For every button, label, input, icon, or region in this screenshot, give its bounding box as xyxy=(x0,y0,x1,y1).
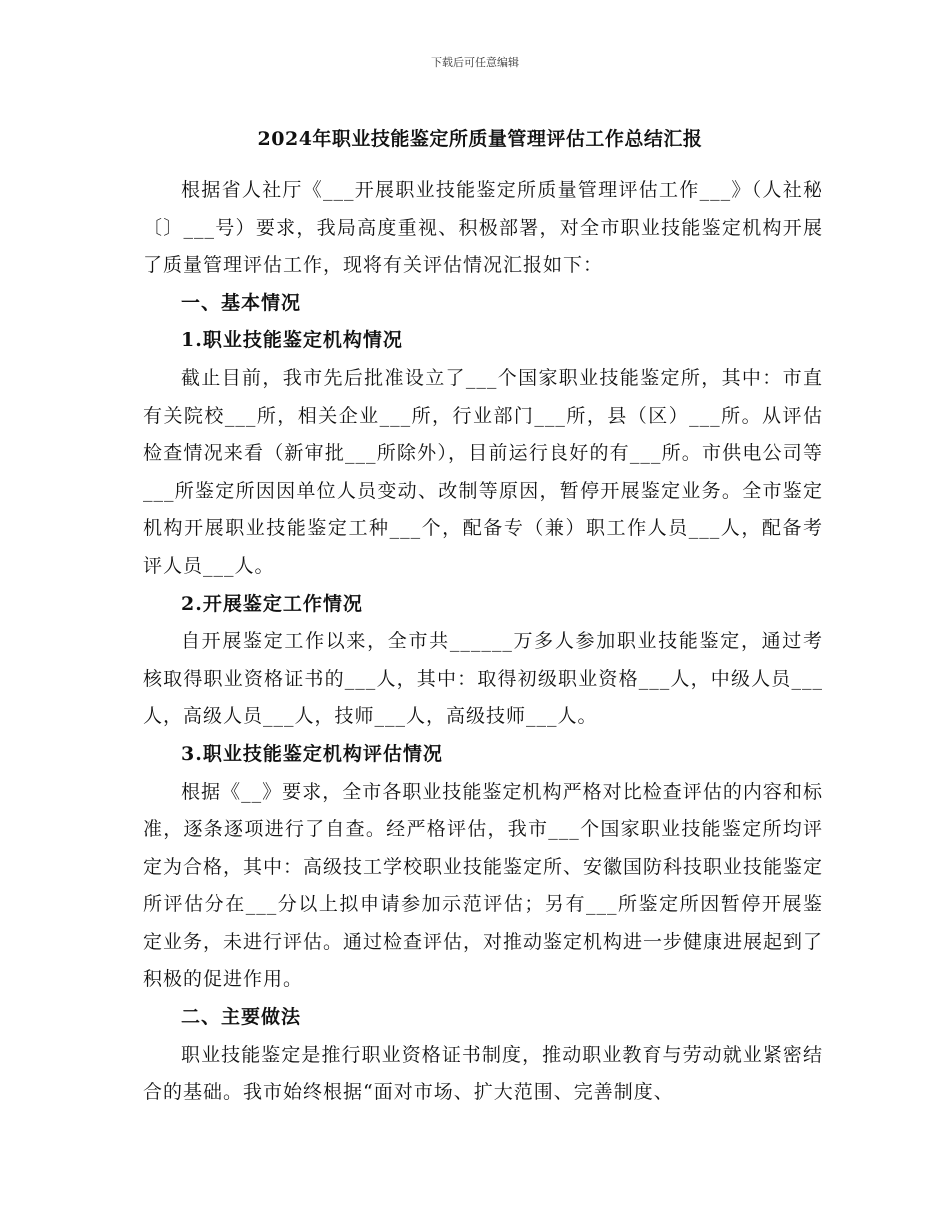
paragraph-main-practices: 职业技能鉴定是推行职业资格证书制度，推动职业教育与劳动就业紧密结合的基础。我市始终根据“面对市场、扩大范围、完善制度、 xyxy=(143,1043,823,1104)
paragraph-institution-situation: 截止目前，我市先后批准设立了___个国家职业技能鉴定所，其中：市直有关院校___所，相关企业___所，行业部门___所，县（区）___所。从评估检查情况来看（新审批___所除外），目前运行良好的有___所。市供电公司等___所鉴定所因因单位人员变动、改制等原因，暂停开展鉴定业务。全市鉴定机构开展职业技能鉴定工种___个，配备专（兼）职工作人员___人，配备考评人员___人。 xyxy=(143,366,823,577)
heading-main-practices: 二、主要做法 xyxy=(181,1006,302,1029)
paragraph-evaluation-situation: 根据《__》要求，全市各职业技能鉴定机构严格对比检查评估的内容和标准，逐条逐项进行了自查。经严格评估，我市___个国家职业技能鉴定所均评定为合格，其中：高级技工学校职业技能鉴定所、安徽国防科技职业技能鉴定所评估分在___分以上拟申请参加示范评估；另有___所鉴定所因暂停开展鉴定业务，未进行评估。通过检查评估，对推动鉴定机构进一步健康进展起到了积极的促进作用。 xyxy=(143,780,824,991)
header-note: 下载后可任意编辑 xyxy=(431,56,519,69)
heading-institution-situation: 1.职业技能鉴定机构情况 xyxy=(181,329,403,352)
document-body xyxy=(143,172,823,1112)
paragraph-intro: 根据省人社厅《___开展职业技能鉴定所质量管理评估工作___》（人社秘〔〕___号）要求，我局高度重视、积极部署，对全市职业技能鉴定机构开展了质量管理评估工作，现将有关评估情况汇报如下： xyxy=(143,179,823,277)
paragraph-work-situation: 自开展鉴定工作以来，全市共______万多人参加职业技能鉴定，通过考核取得职业资格证书的___人，其中：取得初级职业资格___人，中级人员___人，高级人员___人，技师___人，高级技师___人。 xyxy=(143,630,823,728)
document-title: 2024年职业技能鉴定所质量管理评估工作总结汇报 xyxy=(257,128,703,150)
heading-work-situation: 2.开展鉴定工作情况 xyxy=(181,592,363,615)
heading-basic-situation: 一、基本情况 xyxy=(181,291,302,314)
heading-evaluation-situation: 3.职业技能鉴定机构评估情况 xyxy=(181,742,443,765)
